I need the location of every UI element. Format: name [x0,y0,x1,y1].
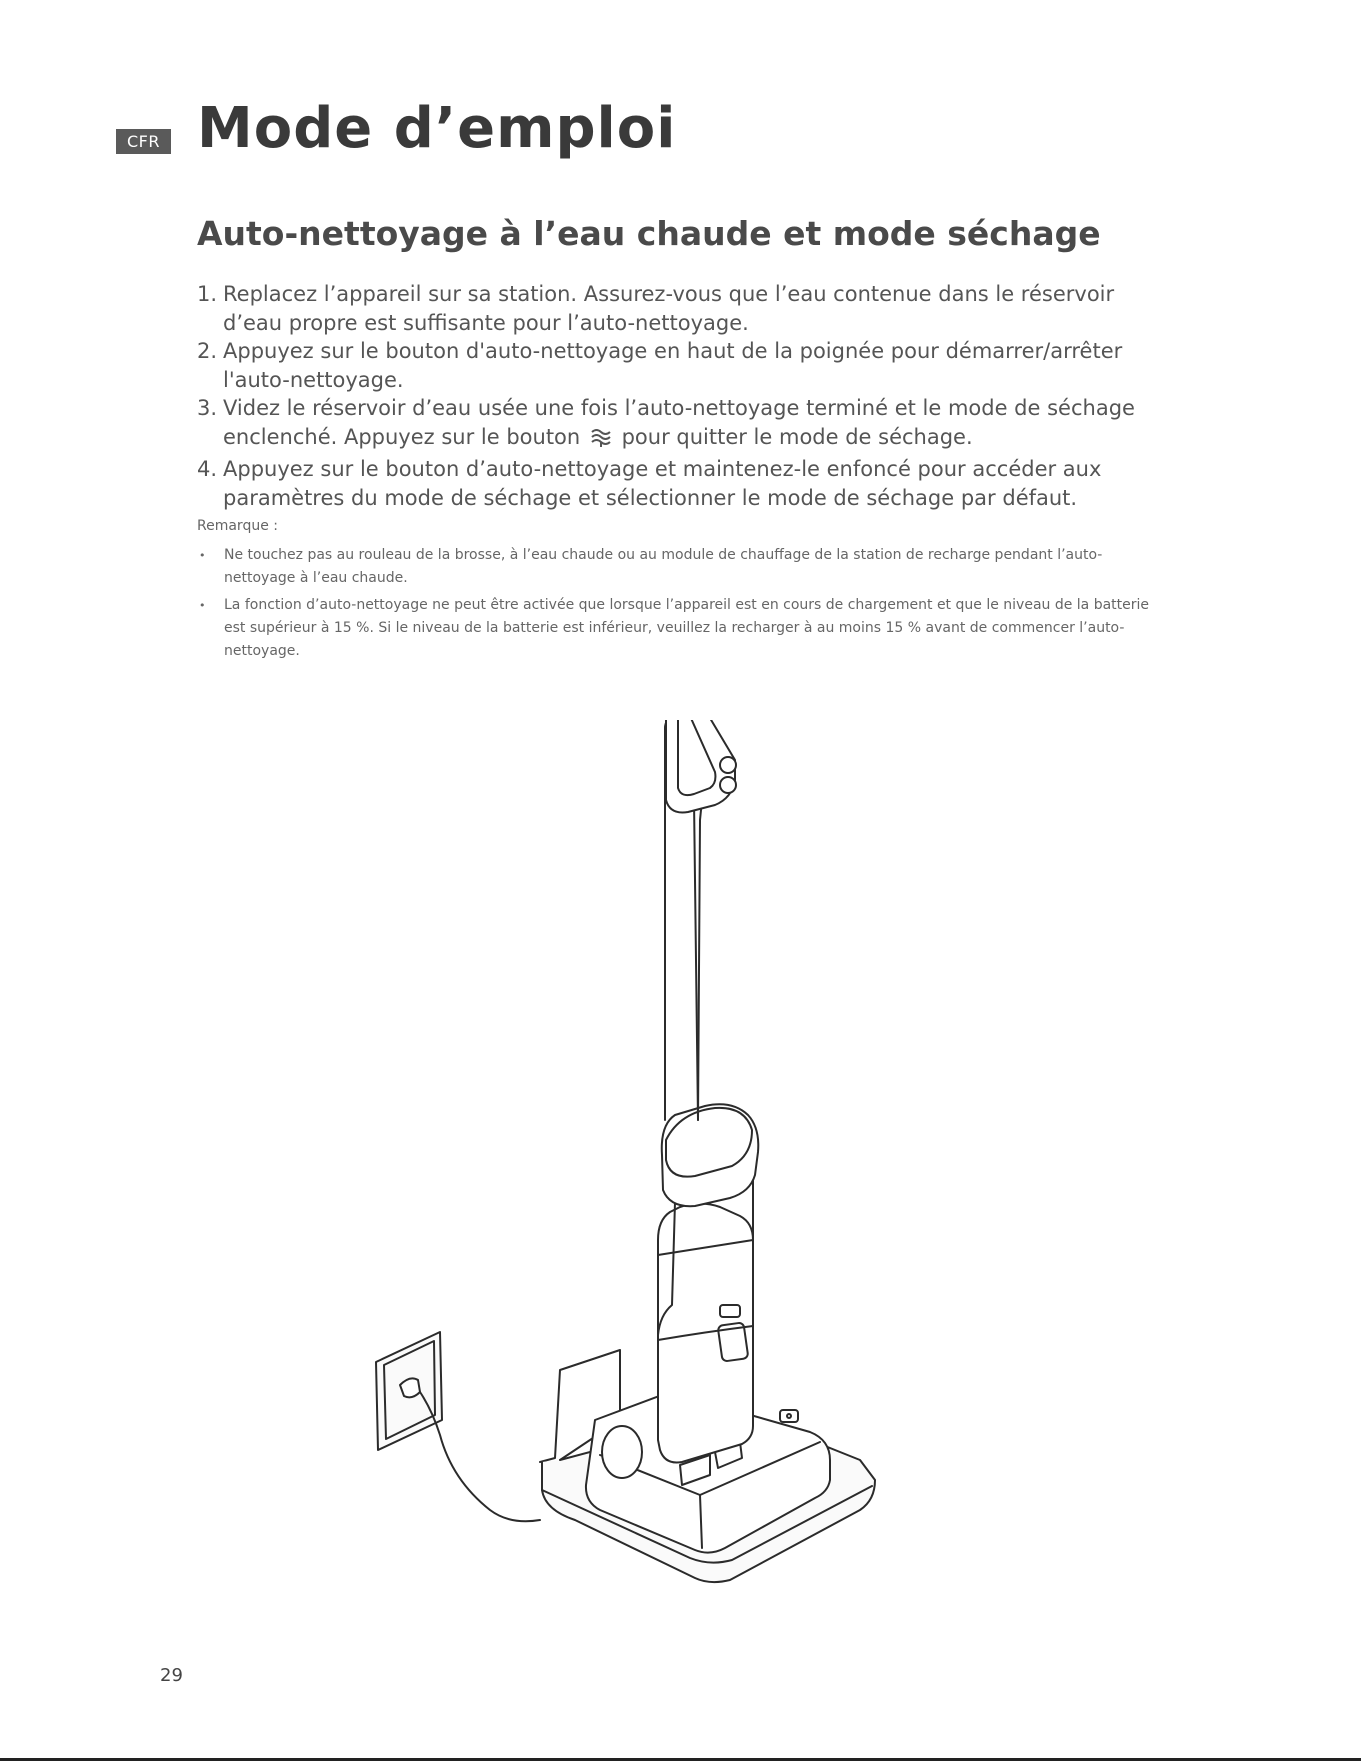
step-item [197,280,1157,337]
page-number: 29 [160,1665,183,1686]
bullet: • [199,549,206,562]
drying-mode-icon [589,426,613,456]
step-text: Replacez l’appareil sur sa station. Assurez-vous que l’eau contenue dans le réservoir d’eau propre est suffisante pour l’auto-nettoyage. [223,282,1115,335]
instruction-steps [197,280,1157,512]
language-badge: CFR [116,129,171,154]
step-number: 3. [197,396,218,420]
remark-label: Remarque : [197,518,278,534]
step-text: Videz le réservoir d’eau usée une fois l’auto-nettoyage terminé et le mode de séchage enclenché. Appuyez sur le bouton [223,396,1135,449]
note-text: La fonction d’auto-nettoyage ne peut être activée que lorsque l’appareil est en cours de chargement et que le niveau de la batterie est supérieur à 15 %. Si le niveau de la batterie est inférieur, veuillez la recharger à au moins 15 % avant de commencer l’auto-nettoyage. [224,597,1150,659]
section-title: Auto-nettoyage à l’eau chaude et mode séchage [197,214,1101,253]
wet-dry-vacuum-on-charging-station-icon [360,720,920,1624]
step-text: pour quitter le mode de séchage. [621,424,973,449]
note-item [197,544,1157,590]
step-number: 1. [197,282,218,306]
note-text: Ne touchez pas au rouleau de la brosse, à l’eau chaude ou au module de chauffage de la station de recharge pendant l’auto-nettoyage à l’eau chaude. [224,547,1103,586]
step-text: Appuyez sur le bouton d'auto-nettoyage en haut de la poignée pour démarrer/arrêter l'auto-nettoyage. [223,339,1123,392]
note-item [197,594,1157,663]
step-text: Appuyez sur le bouton d’auto-nettoyage et maintenez-le enfoncé pour accéder aux paramètres du mode de séchage et sélectionner le mode de séchage par défaut. [223,457,1102,510]
remark-notes [197,544,1157,667]
step-number: 4. [197,457,218,481]
step-item [197,455,1157,512]
step-number: 2. [197,339,218,363]
page-title: Mode d’emploi [197,96,677,161]
step-item [197,394,1157,455]
bullet: • [199,599,206,612]
step-item [197,337,1157,394]
